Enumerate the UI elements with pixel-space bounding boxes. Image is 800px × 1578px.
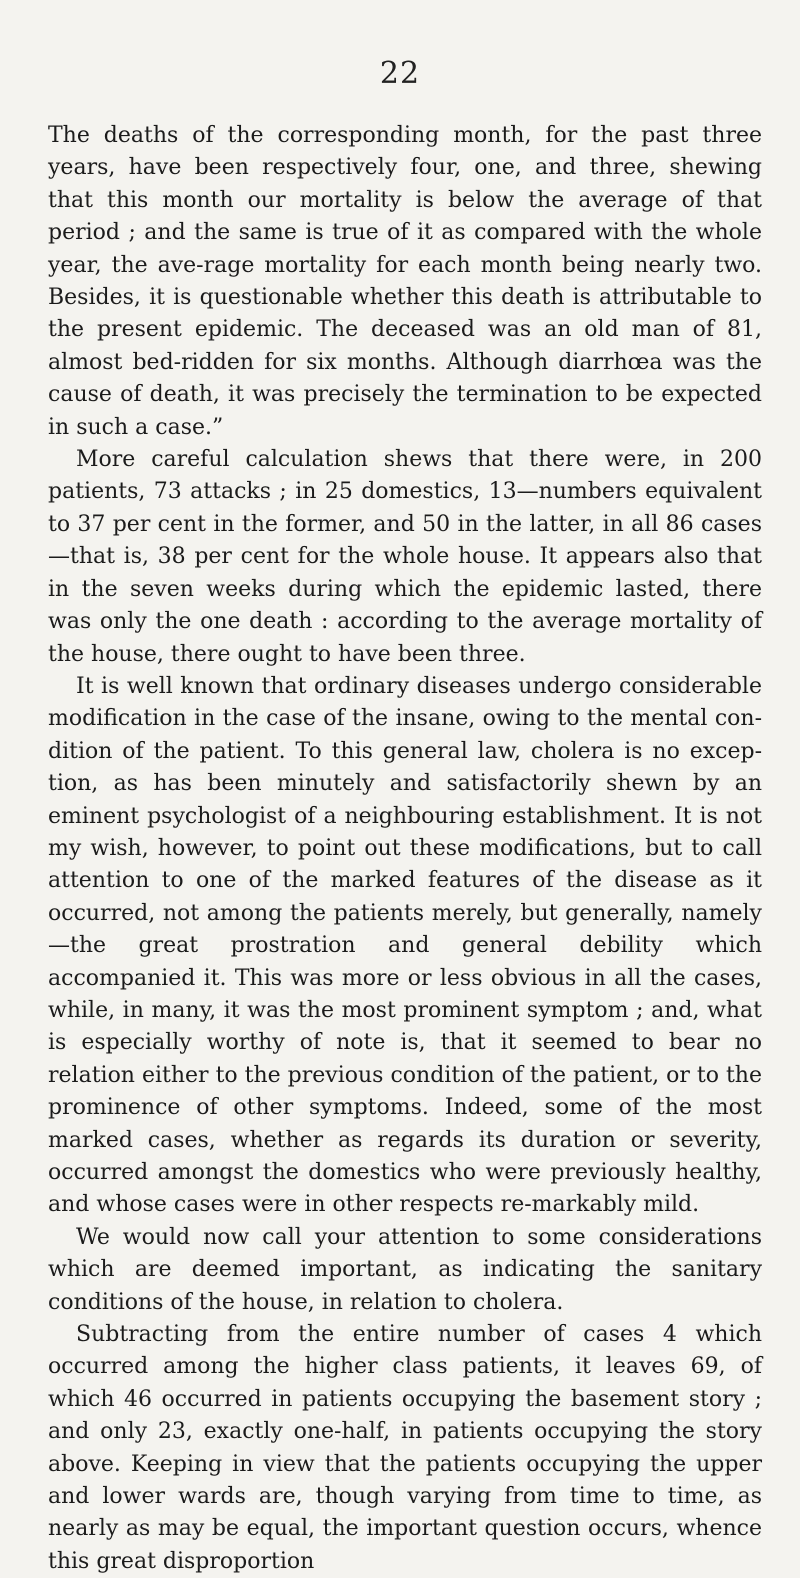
paragraph-3: It is well known that ordinary diseases undergo considerable modification in the case of the insane, owing to the mental con-dition of the patient. To this general law, cholera is no excep-tion, as has been minutely and satisfactorily shewn by an eminent psychologist of a neighbouring establishment. It is not my wish, however, to point out these modifications, but to call attention to one of the marked features of the disease as it occurred, not among the patients merely, but generally, namely—the great prostration and general debility which accompanied it. This was more or less obvious in all the cases, while, in many, it was the most prominent symptom ; and, what is especially worthy of note is, that it seemed to bear no relation either to the previous condition of the patient, or to the prominence of other symptoms. Indeed, some of the most marked cases, whether as regards its duration or severity, occurred amongst the domestics who were previously healthy, and whose cases were in other respects re-markably mild. <box>48 673 762 1218</box>
paragraph-5: Subtracting from the entire number of cases 4 which occurred among the higher class patients, it leaves 69, of which 46 occurred in patients occupying the basement story ; and only 23, exactly one-half, in patients occupying the story above. Keeping in view that the patients occupying the upper and lower wards are, though varying from time to time, as nearly as may be equal, the important question occurs, whence this great disproportion <box>48 1322 762 1574</box>
page-number: 22 <box>379 56 421 91</box>
paragraph-4: We would now call your attention to some considerations which are deemed important, as indicating the sanitary conditions of the house, in relation to cholera. <box>48 1224 762 1315</box>
paragraph-2: More careful calculation shews that there were, in 200 patients, 73 attacks ; in 25 domestics, 13—numbers equivalent to 37 per cent in the former, and 50 in the latter, in all 86 cases—that is, 38 per cent for the whole house. It appears also that in the seven weeks during which the epidemic lasted, there was only the one death : according to the average mortality of the house, there ought to have been three. <box>48 447 762 667</box>
paragraph-1: The deaths of the corresponding month, for the past three years, have been respectively four, one, and three, shewing that this month our mortality is below the average of that period ; and the same is true of it as compared with the whole year, the ave-rage mortality for each month being nearly two. Besides, it is questionable whether this death is attributable to the present epidemic. The deceased was an old man of 81, almost bed-ridden for six months. Although diarrhœa was the cause of death, it was precisely the termination to be expected in such a case.” <box>48 123 762 440</box>
body-text <box>48 120 762 1578</box>
